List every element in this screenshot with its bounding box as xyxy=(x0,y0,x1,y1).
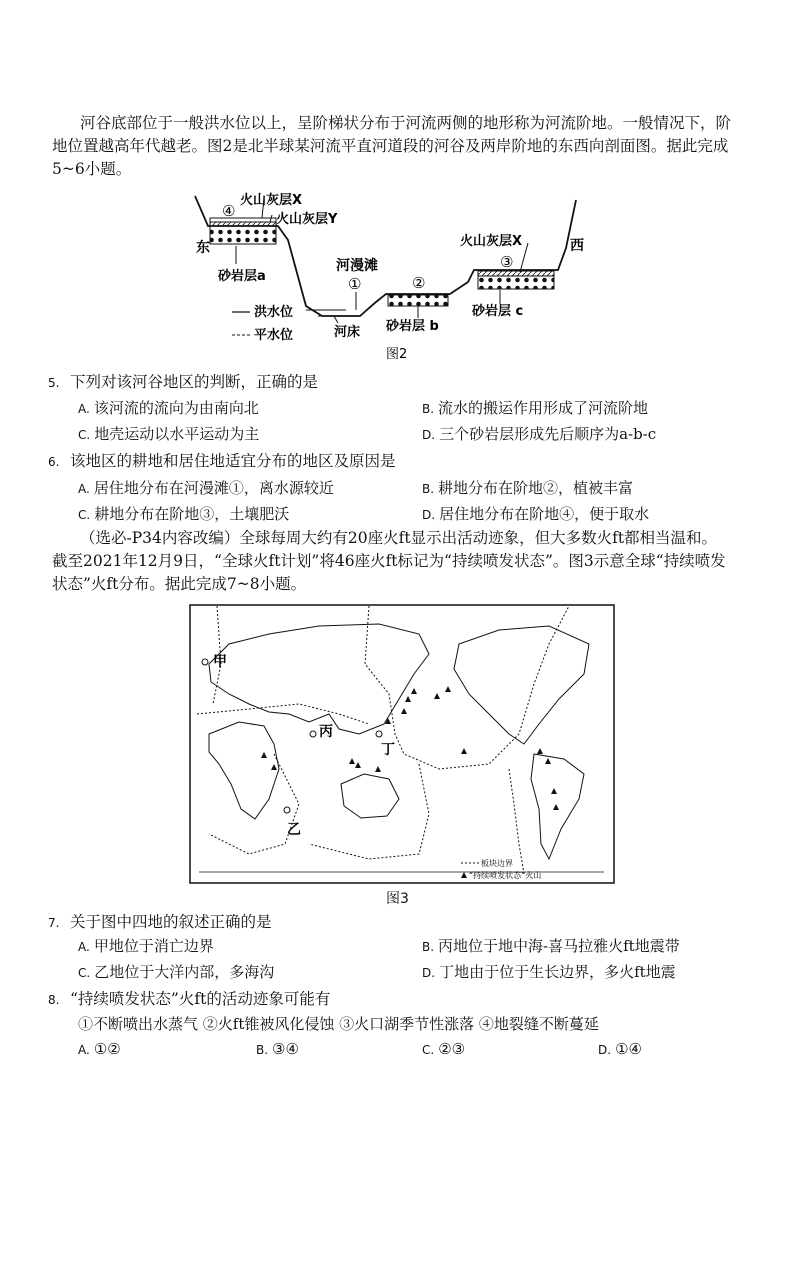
question-7: 7. 关于图中四地的叙述正确的是 xyxy=(48,913,272,931)
question-5: 5. 下列对该河谷地区的判断，正确的是 xyxy=(48,373,319,391)
label-bing: 丙 xyxy=(319,724,333,740)
figure-2-caption: 图2 xyxy=(386,347,408,362)
q8-option-c[interactable]: C. ②③ xyxy=(422,1040,466,1058)
q5-option-a[interactable]: A. 该河流的流向为由南向北 xyxy=(78,399,259,417)
q6-option-a[interactable]: A. 居住地分布在河漫滩①，离水源较近 xyxy=(78,479,334,497)
label-flood-level: 洪水位 xyxy=(254,305,294,320)
sandstone-c xyxy=(478,276,554,289)
legend-plate-boundary: 板块边界 xyxy=(481,859,513,868)
figure-3-caption: 图3 xyxy=(386,891,409,907)
question-6-stem: 该地区的耕地和居住地适宜分布的地区及原因是 xyxy=(70,452,396,470)
question-7-stem: 关于图中四地的叙述正确的是 xyxy=(70,913,272,931)
label-terrace-2: ② xyxy=(412,274,426,292)
label-sandstone-c: 砂岩层 c xyxy=(472,304,524,319)
label-terrace-1: ① xyxy=(348,275,362,293)
q5-option-b[interactable]: B. 流水的搬运作用形成了河流阶地 xyxy=(422,399,649,417)
q7-option-a[interactable]: A. 甲地位于消亡边界 xyxy=(78,937,214,955)
legend-volcano: “持续喷发状态”火山 xyxy=(469,871,542,880)
label-ash-x-west: 火山灰层X xyxy=(460,234,523,249)
label-east: 东 xyxy=(196,240,210,256)
question-8-stem: “持续喷发状态”火ft的活动迹象可能有 xyxy=(70,990,331,1008)
label-jia: 甲 xyxy=(213,654,227,670)
label-floodplain: 河漫滩 xyxy=(336,258,378,274)
label-west: 西 xyxy=(570,238,584,254)
q8-option-d[interactable]: D. ①④ xyxy=(598,1040,642,1058)
label-normal-level: 平水位 xyxy=(254,328,294,343)
q7-option-c[interactable]: C. 乙地位于大洋内部，多海沟 xyxy=(78,963,275,981)
ash-layer-x-west xyxy=(478,271,554,276)
q6-option-c[interactable]: C. 耕地分布在阶地③，土壤肥沃 xyxy=(78,505,290,523)
label-sandstone-a: 砂岩层a xyxy=(218,269,266,284)
question-5-stem: 下列对该河谷地区的判断，正确的是 xyxy=(70,373,319,391)
q7-option-b[interactable]: B. 丙地位于地中海-喜马拉雅火ft地震带 xyxy=(422,937,680,955)
intro-paragraph-2: （选必-P34内容改编）全球每周大约有20座火ft显示出活动迹象，但大多数火ft都相当温和。截至2021年12月9日，“全球火ft计划”将46座火ft标记为“持续喷发状态”。图3示意全球“持续喷发状态”火ft分布。据此完成7~8小题。 xyxy=(52,529,726,593)
intro-paragraph-1: 河谷底部位于一般洪水位以上，呈阶梯状分布于河流两侧的地形称为河流阶地。一般情况下，阶地位置越高年代越老。图2是北半球某河流平直河道段的河谷及两岸阶地的东西向剖面图。据此完成5~6小题。 xyxy=(52,114,732,178)
question-6: 6. 该地区的耕地和居住地适宜分布的地区及原因是 xyxy=(48,452,396,470)
q8-statements: ①不断喷出水蒸气 ②火ft锥被风化侵蚀 ③火口湖季节性涨落 ④地裂缝不断蔓延 xyxy=(78,1015,599,1033)
label-sandstone-b: 砂岩层 b xyxy=(386,319,439,334)
sandstone-a xyxy=(210,226,276,244)
label-ash-y: 火山灰层Y xyxy=(276,212,338,227)
q7-option-d[interactable]: D. 丁地由于位于生长边界，多火ft地震 xyxy=(422,963,676,981)
label-yi: 乙 xyxy=(287,822,301,838)
label-ash-x-east: 火山灰层X xyxy=(240,193,303,208)
figure-2-terrace-profile xyxy=(0,188,793,363)
label-ding: 丁 xyxy=(381,742,395,758)
label-terrace-3: ③ xyxy=(500,253,514,271)
q6-option-d[interactable]: D. 居住地分布在阶地④，便于取水 xyxy=(422,505,650,523)
q8-option-a[interactable]: A. ①② xyxy=(78,1040,121,1058)
valley-profile-line xyxy=(195,196,576,316)
figure-3-world-volcano-map xyxy=(189,604,615,884)
question-8: 8. “持续喷发状态”火ft的活动迹象可能有 xyxy=(48,990,331,1008)
q8-option-b[interactable]: B. ③④ xyxy=(256,1040,299,1058)
sandstone-b xyxy=(388,295,448,306)
label-terrace-4: ④ xyxy=(222,202,236,220)
q5-option-d[interactable]: D. 三个砂岩层形成先后顺序为a-b-c xyxy=(422,425,657,443)
ash-layer-y-east xyxy=(210,222,276,226)
q5-option-c[interactable]: C. 地壳运动以水平运动为主 xyxy=(78,425,260,443)
q6-option-b[interactable]: B. 耕地分布在阶地②，植被丰富 xyxy=(422,479,634,497)
label-riverbed: 河床 xyxy=(334,325,361,340)
ash-layer-x-east xyxy=(210,218,276,222)
